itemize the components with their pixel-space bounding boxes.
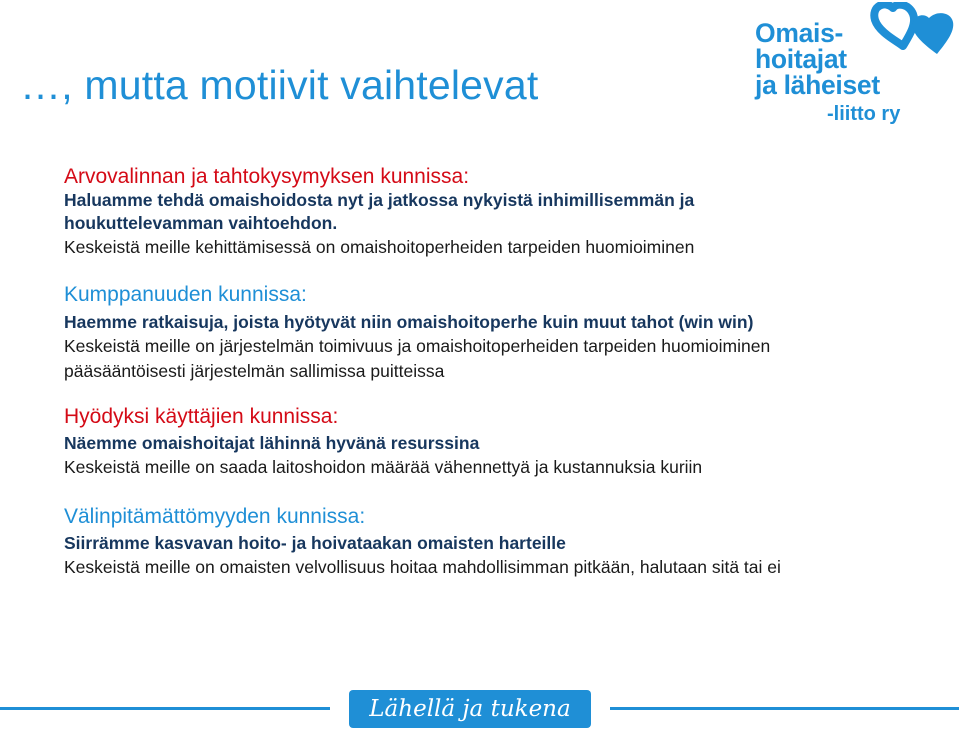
section-bold-text: Haluamme tehdä omaishoidosta nyt ja jatkossa nykyistä inhimillisemmän ja <box>64 190 695 210</box>
section-bold-text: Haemme ratkaisuja, joista hyötyvät niin omaishoitoperhe kuin muut tahot (win win) <box>64 312 754 332</box>
footer-line-left <box>0 707 330 710</box>
section-heading: Kumppanuuden kunnissa: <box>64 283 307 306</box>
logo-line-4: -liitto ry <box>827 103 901 125</box>
section-body-text: Keskeistä meille on omaisten velvollisuus hoitaa mahdollisimman pitkään, halutaan sitä tai ei <box>64 557 781 577</box>
section-kumppanuuden <box>64 282 944 384</box>
footer-slogan: Lähellä ja tukena <box>349 690 591 728</box>
logo-line-1: Omais- <box>755 18 844 48</box>
section-arvovalinnan <box>64 164 944 260</box>
footer-line-right <box>610 707 959 710</box>
section-bold-text-cont: houkuttelevamman vaihtoehdon. <box>64 213 338 233</box>
section-valinpitamattomyyden <box>64 504 944 580</box>
section-body-text: Keskeistä meille on saada laitoshoidon määrää vähennettyä ja kustannuksia kuriin <box>64 457 703 477</box>
omaishoitajat-logo <box>755 2 959 130</box>
section-body-text: Keskeistä meille on järjestelmän toimivuus ja omaishoitoperheiden tarpeiden huomioiminen <box>64 336 771 356</box>
slide-title: …, mutta motiivit vaihtelevat <box>20 62 539 108</box>
slide-content <box>64 164 944 580</box>
logo-line-3: ja läheiset <box>755 70 880 100</box>
section-bold-text: Näemme omaishoitajat lähinnä hyvänä resurssina <box>64 433 480 453</box>
section-heading: Hyödyksi käyttäjien kunnissa: <box>64 405 339 428</box>
section-hyodyksi <box>64 404 944 480</box>
section-body-text: Keskeistä meille kehittämisessä on omaishoitoperheiden tarpeiden huomioiminen <box>64 237 695 257</box>
section-heading: Arvovalinnan ja tahtokysymyksen kunnissa: <box>64 165 470 188</box>
section-bold-text: Siirrämme kasvavan hoito- ja hoivataakan omaisten harteille <box>64 533 566 553</box>
logo-wordmark <box>755 20 880 98</box>
footer-banner <box>0 690 959 732</box>
section-body-text-cont: pääsääntöisesti järjestelmän sallimissa puitteissa <box>64 361 445 381</box>
logo-line-2: hoitajat <box>755 44 847 74</box>
section-heading: Välinpitämättömyyden kunnissa: <box>64 505 366 528</box>
